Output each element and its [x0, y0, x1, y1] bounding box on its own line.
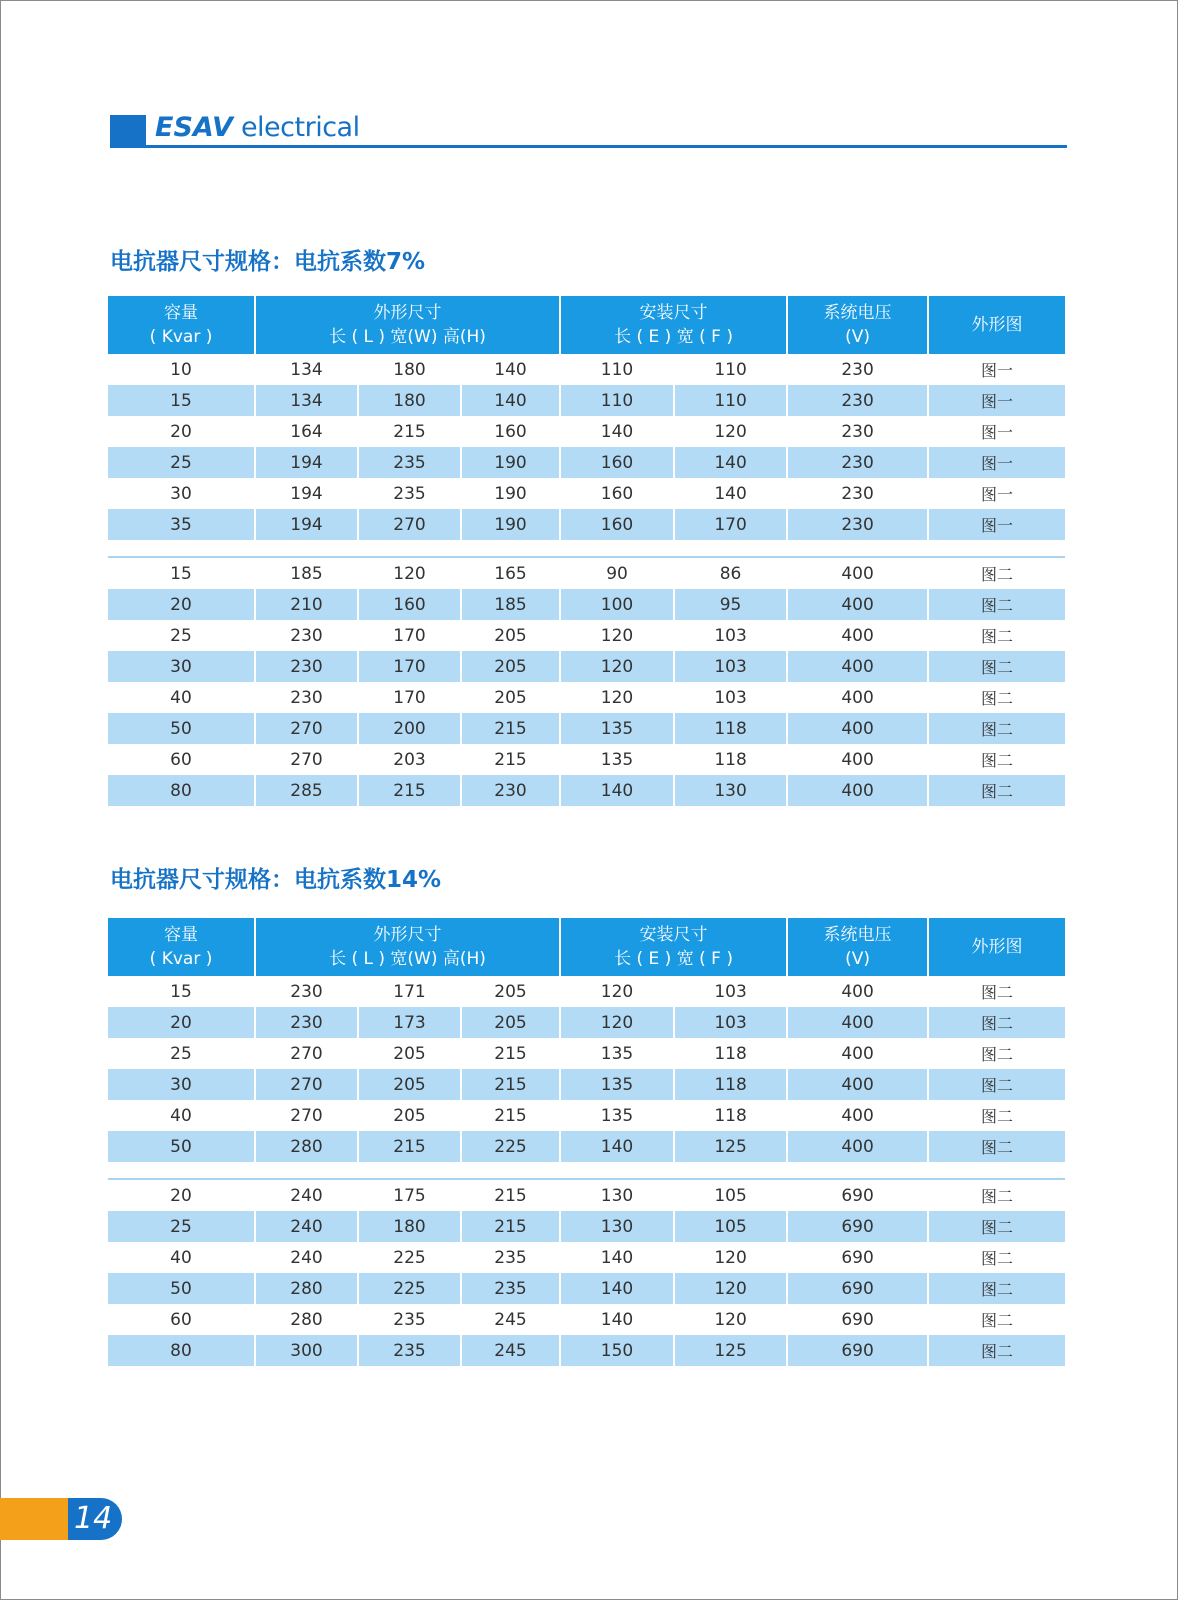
footer-accent-bar	[0, 1498, 68, 1540]
table-cell: 194	[255, 509, 358, 540]
table-cell: 图二	[928, 1273, 1065, 1304]
table-cell: 190	[461, 447, 560, 478]
table-cell: 205	[358, 1069, 461, 1100]
table-cell: 60	[108, 1304, 255, 1335]
table-cell: 图一	[928, 478, 1065, 509]
table-cell: 25	[108, 620, 255, 651]
spec-table-14pct	[108, 918, 1065, 1366]
table-cell: 110	[560, 385, 674, 416]
table-cell: 140	[560, 1131, 674, 1162]
table-cell: 图一	[928, 416, 1065, 447]
spec-table-7pct	[108, 296, 1065, 806]
table-cell: 140	[560, 1304, 674, 1335]
logo-mark	[110, 115, 146, 148]
table-cell: 690	[787, 1180, 928, 1211]
table-cell: 400	[787, 1100, 928, 1131]
header-rule	[110, 145, 1067, 148]
table-cell: 20	[108, 1007, 255, 1038]
table-cell: 194	[255, 478, 358, 509]
table-cell: 185	[461, 589, 560, 620]
table-cell: 120	[560, 976, 674, 1007]
table-cell: 230	[255, 1007, 358, 1038]
header-install-size: 安装尺寸 长 ( E ) 宽 ( F )	[560, 296, 787, 354]
table-cell: 50	[108, 1131, 255, 1162]
table-cell: 215	[461, 1038, 560, 1069]
table-cell: 225	[358, 1242, 461, 1273]
table-cell: 400	[787, 558, 928, 589]
table-row	[108, 478, 1065, 509]
table-cell: 400	[787, 1069, 928, 1100]
table-cell: 230	[255, 682, 358, 713]
table-cell: 230	[787, 509, 928, 540]
table-cell: 图二	[928, 1100, 1065, 1131]
table-cell: 135	[560, 744, 674, 775]
table-cell: 170	[358, 651, 461, 682]
table-cell: 30	[108, 478, 255, 509]
table-cell: 690	[787, 1211, 928, 1242]
table-cell: 50	[108, 713, 255, 744]
table-cell: 245	[461, 1304, 560, 1335]
table-cell: 280	[255, 1131, 358, 1162]
table-cell: 15	[108, 976, 255, 1007]
table-cell: 10	[108, 354, 255, 385]
table-cell: 230	[787, 478, 928, 509]
table-row	[108, 651, 1065, 682]
table-cell: 图二	[928, 558, 1065, 589]
table-cell: 160	[560, 509, 674, 540]
header-outer-size: 外形尺寸 长 ( L ) 宽(W) 高(H)	[255, 918, 560, 976]
table-cell: 105	[674, 1211, 787, 1242]
table-cell: 160	[560, 447, 674, 478]
table-cell: 205	[461, 620, 560, 651]
table-cell: 400	[787, 589, 928, 620]
table-cell: 205	[358, 1100, 461, 1131]
table-cell: 210	[255, 589, 358, 620]
table-cell: 400	[787, 651, 928, 682]
header-outline: 外形图	[928, 296, 1065, 354]
table-cell: 400	[787, 744, 928, 775]
table-cell: 270	[255, 1100, 358, 1131]
table-row	[108, 447, 1065, 478]
table-cell: 130	[560, 1180, 674, 1211]
table-cell: 230	[787, 416, 928, 447]
table-cell: 80	[108, 775, 255, 806]
table-cell: 103	[674, 1007, 787, 1038]
table-cell: 140	[560, 1242, 674, 1273]
table-cell: 120	[674, 1242, 787, 1273]
table-cell: 230	[461, 775, 560, 806]
table-cell: 图一	[928, 354, 1065, 385]
table-row	[108, 1069, 1065, 1100]
table-cell: 25	[108, 1211, 255, 1242]
table-cell: 170	[358, 620, 461, 651]
table-cell: 215	[461, 1100, 560, 1131]
table-cell: 171	[358, 976, 461, 1007]
table-cell: 205	[461, 682, 560, 713]
table-row	[108, 1180, 1065, 1211]
table-cell: 103	[674, 682, 787, 713]
table-cell: 图二	[928, 775, 1065, 806]
table-cell: 240	[255, 1180, 358, 1211]
table-row	[108, 1304, 1065, 1335]
table-cell: 400	[787, 775, 928, 806]
table-cell: 60	[108, 744, 255, 775]
table-cell: 图二	[928, 1131, 1065, 1162]
table-cell: 205	[461, 1007, 560, 1038]
table-cell: 135	[560, 1100, 674, 1131]
table-cell: 173	[358, 1007, 461, 1038]
table-cell: 400	[787, 682, 928, 713]
table-cell: 110	[674, 385, 787, 416]
table-cell: 图二	[928, 713, 1065, 744]
table-header-row	[108, 296, 1065, 354]
table-cell: 120	[560, 682, 674, 713]
table-cell: 400	[787, 1038, 928, 1069]
table-row	[108, 1335, 1065, 1366]
section-title-7pct: 电抗器尺寸规格：电抗系数7%	[110, 249, 426, 275]
table-cell: 120	[358, 558, 461, 589]
table-cell: 图二	[928, 589, 1065, 620]
table-cell: 225	[358, 1273, 461, 1304]
table-cell: 30	[108, 1069, 255, 1100]
table-cell: 110	[560, 354, 674, 385]
table-cell: 180	[358, 1211, 461, 1242]
brand-suffix: electrical	[232, 112, 360, 143]
table-header-row	[108, 918, 1065, 976]
table-cell: 300	[255, 1335, 358, 1366]
table-row	[108, 1007, 1065, 1038]
table-cell: 118	[674, 1069, 787, 1100]
table-cell: 690	[787, 1335, 928, 1366]
table-cell: 215	[461, 713, 560, 744]
table-cell: 125	[674, 1335, 787, 1366]
table-cell: 200	[358, 713, 461, 744]
table-cell: 40	[108, 1242, 255, 1273]
table-cell: 270	[255, 1038, 358, 1069]
table-cell: 215	[461, 1211, 560, 1242]
table-cell: 400	[787, 620, 928, 651]
table-cell: 120	[560, 620, 674, 651]
table-cell: 120	[674, 1273, 787, 1304]
table-cell: 205	[461, 976, 560, 1007]
table-cell: 225	[461, 1131, 560, 1162]
table-row	[108, 1242, 1065, 1273]
table-cell: 134	[255, 354, 358, 385]
table-cell: 20	[108, 589, 255, 620]
table-cell: 230	[255, 620, 358, 651]
table-cell: 270	[255, 713, 358, 744]
table-cell: 103	[674, 620, 787, 651]
table-cell: 140	[560, 416, 674, 447]
header-outline: 外形图	[928, 918, 1065, 976]
table-row	[108, 713, 1065, 744]
table-cell: 图一	[928, 385, 1065, 416]
table-row	[108, 354, 1065, 385]
table-cell: 180	[358, 354, 461, 385]
table-cell: 86	[674, 558, 787, 589]
brand-logo	[155, 110, 360, 146]
brand-name: ESAV	[155, 112, 233, 143]
table-cell: 165	[461, 558, 560, 589]
table-cell: 190	[461, 509, 560, 540]
table-row	[108, 744, 1065, 775]
group-spacer	[108, 1162, 1065, 1178]
table-cell: 400	[787, 713, 928, 744]
table-row	[108, 682, 1065, 713]
section-title-14pct: 电抗器尺寸规格：电抗系数14%	[110, 867, 442, 893]
table-cell: 图二	[928, 1304, 1065, 1335]
table-cell: 100	[560, 589, 674, 620]
table-cell: 270	[255, 744, 358, 775]
table-cell: 103	[674, 651, 787, 682]
header-capacity: 容量 ( Kvar )	[108, 918, 255, 976]
table-cell: 245	[461, 1335, 560, 1366]
table-cell: 240	[255, 1211, 358, 1242]
table-cell: 235	[358, 447, 461, 478]
table-cell: 120	[674, 1304, 787, 1335]
table-cell: 215	[358, 1131, 461, 1162]
table-cell: 270	[255, 1069, 358, 1100]
table-row	[108, 1211, 1065, 1242]
table-cell: 130	[674, 775, 787, 806]
header-install-size: 安装尺寸 长 ( E ) 宽 ( F )	[560, 918, 787, 976]
table-cell: 140	[461, 354, 560, 385]
table-cell: 40	[108, 1100, 255, 1131]
table-cell: 180	[358, 385, 461, 416]
table-row	[108, 1131, 1065, 1162]
table-cell: 30	[108, 651, 255, 682]
table-cell: 235	[358, 1304, 461, 1335]
table-cell: 230	[787, 354, 928, 385]
table-cell: 134	[255, 385, 358, 416]
table-cell: 235	[461, 1273, 560, 1304]
table-cell: 125	[674, 1131, 787, 1162]
table-cell: 170	[358, 682, 461, 713]
table-cell: 164	[255, 416, 358, 447]
table-cell: 230	[255, 651, 358, 682]
table-row	[108, 1273, 1065, 1304]
table-cell: 图二	[928, 682, 1065, 713]
table-cell: 194	[255, 447, 358, 478]
table-cell: 230	[787, 385, 928, 416]
header-capacity: 容量 ( Kvar )	[108, 296, 255, 354]
table-row	[108, 1100, 1065, 1131]
table-cell: 图二	[928, 744, 1065, 775]
table-cell: 135	[560, 1069, 674, 1100]
table-cell: 118	[674, 1100, 787, 1131]
table-cell: 20	[108, 416, 255, 447]
table-cell: 图二	[928, 1038, 1065, 1069]
table-cell: 230	[255, 976, 358, 1007]
table-cell: 15	[108, 385, 255, 416]
table-cell: 50	[108, 1273, 255, 1304]
table-cell: 25	[108, 1038, 255, 1069]
table-cell: 240	[255, 1242, 358, 1273]
table-cell: 图二	[928, 620, 1065, 651]
table-cell: 110	[674, 354, 787, 385]
table-row	[108, 385, 1065, 416]
table-row	[108, 1038, 1065, 1069]
table-row	[108, 558, 1065, 589]
table-cell: 118	[674, 1038, 787, 1069]
table-cell: 80	[108, 1335, 255, 1366]
table-cell: 280	[255, 1273, 358, 1304]
table-cell: 160	[461, 416, 560, 447]
table-cell: 130	[560, 1211, 674, 1242]
table-cell: 图二	[928, 1180, 1065, 1211]
table-cell: 图二	[928, 1242, 1065, 1273]
table-cell: 185	[255, 558, 358, 589]
table-cell: 40	[108, 682, 255, 713]
table-cell: 图二	[928, 1211, 1065, 1242]
table-cell: 203	[358, 744, 461, 775]
table-cell: 105	[674, 1180, 787, 1211]
table-cell: 160	[560, 478, 674, 509]
table-cell: 235	[358, 1335, 461, 1366]
table-cell: 20	[108, 1180, 255, 1211]
header-outer-size: 外形尺寸 长 ( L ) 宽(W) 高(H)	[255, 296, 560, 354]
table-cell: 400	[787, 1131, 928, 1162]
table-cell: 15	[108, 558, 255, 589]
table-cell: 140	[560, 1273, 674, 1304]
table-cell: 215	[358, 416, 461, 447]
table-cell: 170	[674, 509, 787, 540]
table-cell: 690	[787, 1242, 928, 1273]
table-cell: 图二	[928, 976, 1065, 1007]
table-cell: 35	[108, 509, 255, 540]
table-cell: 118	[674, 713, 787, 744]
table-cell: 95	[674, 589, 787, 620]
table-cell: 140	[674, 478, 787, 509]
table-cell: 图一	[928, 509, 1065, 540]
table-cell: 118	[674, 744, 787, 775]
table-cell: 285	[255, 775, 358, 806]
table-cell: 103	[674, 976, 787, 1007]
table-cell: 215	[461, 1069, 560, 1100]
table-cell: 120	[560, 651, 674, 682]
table-cell: 120	[560, 1007, 674, 1038]
table-cell: 90	[560, 558, 674, 589]
table-row	[108, 976, 1065, 1007]
table-cell: 140	[560, 775, 674, 806]
table-row	[108, 589, 1065, 620]
table-cell: 135	[560, 713, 674, 744]
table-cell: 150	[560, 1335, 674, 1366]
table-cell: 205	[358, 1038, 461, 1069]
table-cell: 160	[358, 589, 461, 620]
table-cell: 图一	[928, 447, 1065, 478]
header-voltage: 系统电压 (V)	[787, 296, 928, 354]
table-cell: 235	[461, 1242, 560, 1273]
table-cell: 230	[787, 447, 928, 478]
table-cell: 140	[674, 447, 787, 478]
table-cell: 190	[461, 478, 560, 509]
table-cell: 25	[108, 447, 255, 478]
table-row	[108, 416, 1065, 447]
table-cell: 图二	[928, 1069, 1065, 1100]
header-voltage: 系统电压 (V)	[787, 918, 928, 976]
page-number: 14	[74, 1501, 113, 1536]
table-row	[108, 509, 1065, 540]
table-cell: 120	[674, 416, 787, 447]
table-cell: 400	[787, 1007, 928, 1038]
table-cell: 图二	[928, 1335, 1065, 1366]
table-row	[108, 775, 1065, 806]
table-cell: 690	[787, 1273, 928, 1304]
table-cell: 235	[358, 478, 461, 509]
table-cell: 图二	[928, 651, 1065, 682]
table-cell: 215	[461, 744, 560, 775]
table-cell: 140	[461, 385, 560, 416]
table-cell: 690	[787, 1304, 928, 1335]
table-cell: 205	[461, 651, 560, 682]
group-spacer	[108, 540, 1065, 556]
table-row	[108, 620, 1065, 651]
table-cell: 400	[787, 976, 928, 1007]
table-cell: 215	[461, 1180, 560, 1211]
table-cell: 175	[358, 1180, 461, 1211]
table-cell: 215	[358, 775, 461, 806]
table-cell: 135	[560, 1038, 674, 1069]
table-cell: 图二	[928, 1007, 1065, 1038]
table-cell: 270	[358, 509, 461, 540]
table-cell: 280	[255, 1304, 358, 1335]
